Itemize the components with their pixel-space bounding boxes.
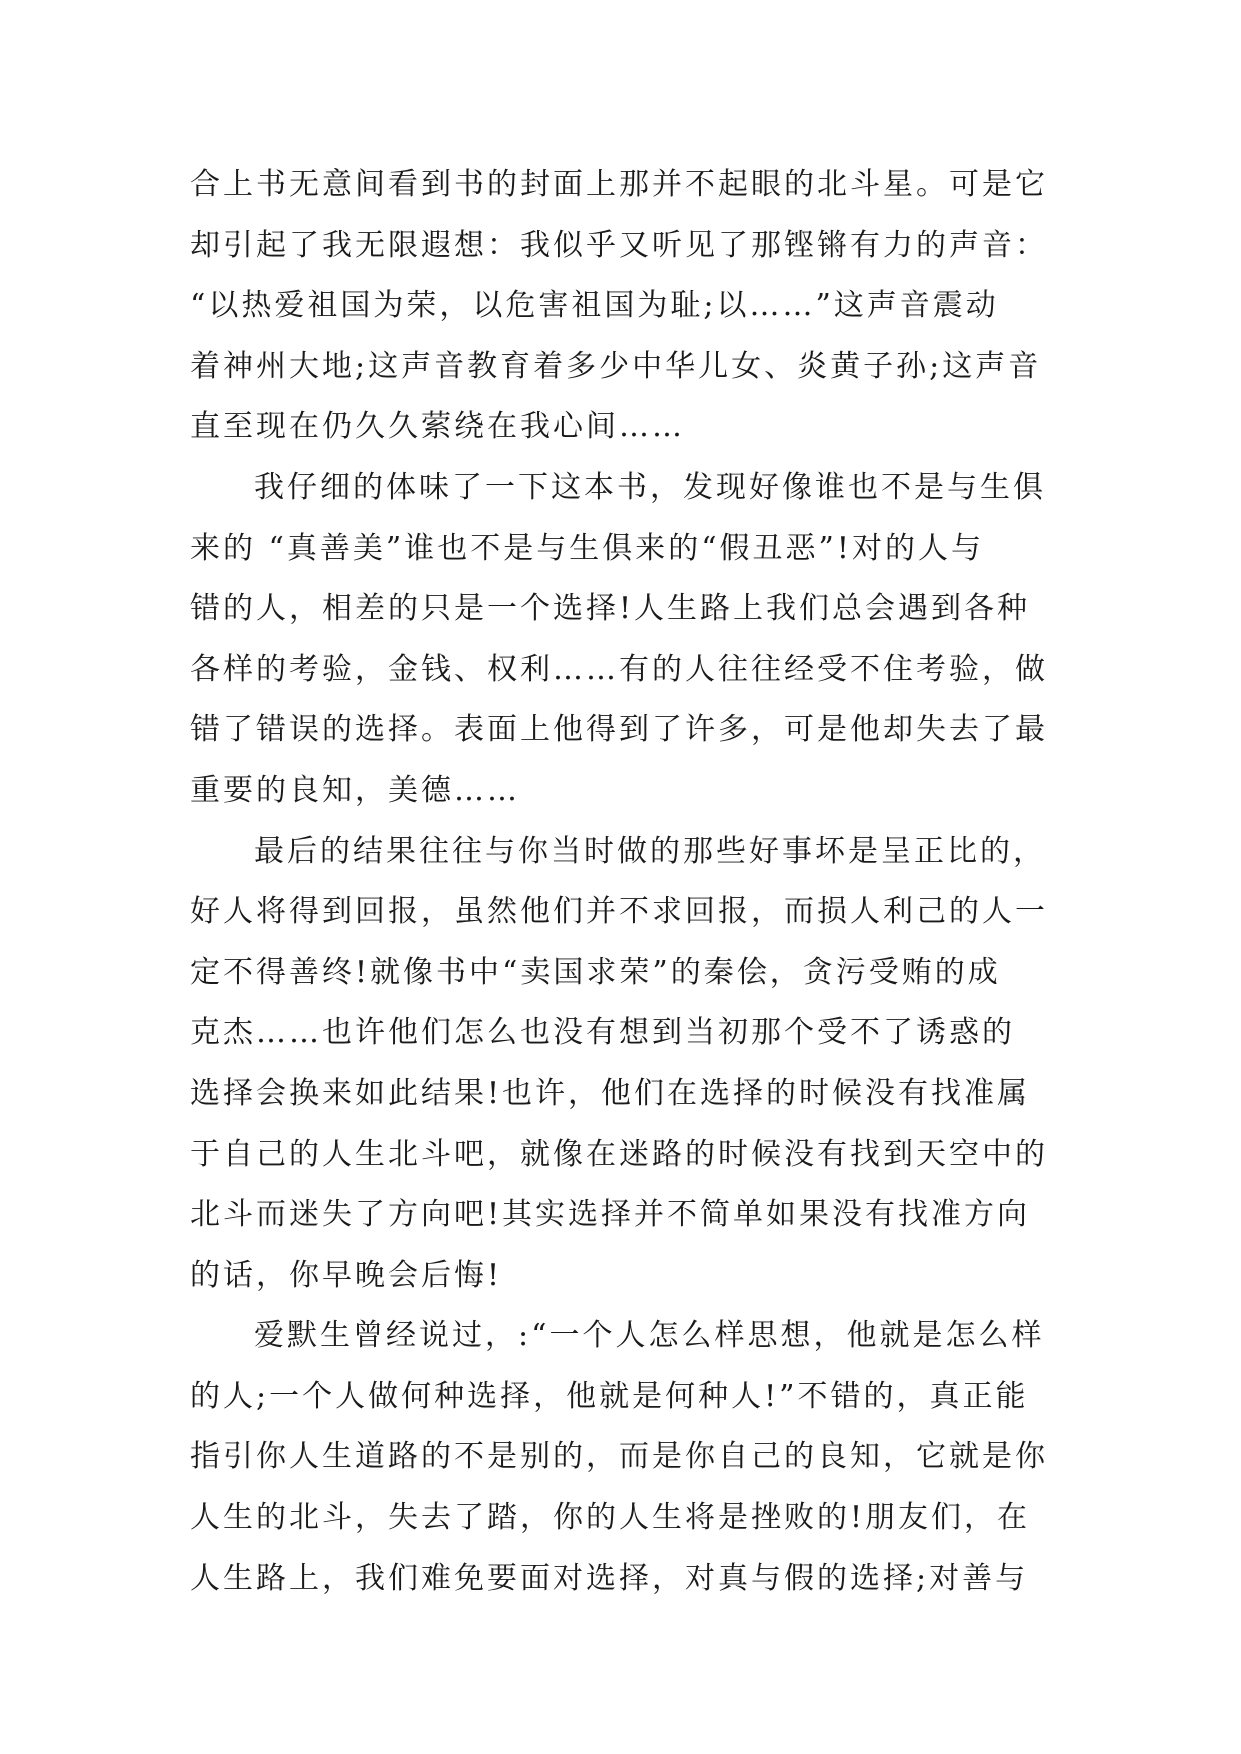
text-line: 于自己的人生北斗吧，就像在迷路的时候没有找到天空中的 — [190, 1136, 1048, 1172]
paragraph-first-line: 爱默生曾经说过，:“一个人怎么样思想，他就是怎么样 — [254, 1318, 1045, 1354]
text-line: “以热爱祖国为荣，以危害祖国为耻;以……”这声音震动 — [190, 288, 999, 324]
text-line: 错的人，相差的只是一个选择!人生路上我们总会遇到各种 — [190, 591, 1031, 627]
text-line: 着神州大地;这声音教育着多少中华儿女、炎黄子孙;这声音 — [190, 348, 1042, 384]
essay-body — [190, 155, 1060, 1609]
text-line: 直至现在仍久久萦绕在我心间…… — [190, 409, 685, 445]
text-line: 北斗而迷失了方向吧!其实选择并不简单如果没有找准方向 — [190, 1197, 1031, 1233]
text-line: 的人;一个人做何种选择，他就是何种人!”不错的，真正能 — [190, 1378, 1029, 1414]
text-line: 人生路上，我们难免要面对选择，对真与假的选择;对善与 — [190, 1560, 1029, 1596]
text-line: 来的 “真善美”谁也不是与生俱来的“假丑恶”!对的人与 — [190, 530, 984, 566]
text-line: 指引你人生道路的不是别的，而是你自己的良知，它就是你 — [190, 1439, 1048, 1475]
text-line: 选择会换来如此结果!也许，他们在选择的时候没有找准属 — [190, 1075, 1031, 1111]
paragraph-first-line: 最后的结果往往与你当时做的那些好事坏是呈正比的， — [254, 833, 1046, 869]
text-line: 错了错误的选择。表面上他得到了许多，可是他却失去了最 — [190, 712, 1048, 748]
text-line: 好人将得到回报，虽然他们并不求回报，而损人利己的人一 — [190, 894, 1048, 930]
text-line: 合上书无意间看到书的封面上那并不起眼的北斗星。可是它 — [190, 167, 1048, 202]
text-line: 定不得善终!就像书中“卖国求荣”的秦侩，贪污受贿的成 — [190, 954, 1001, 990]
paragraph-first-line: 我仔细的体味了一下这本书，发现好像谁也不是与生俱 — [254, 469, 1046, 505]
text-line: 各样的考验，金钱、权利……有的人往往经受不住考验，做 — [190, 651, 1048, 687]
text-line: 重要的良知，美德…… — [190, 772, 520, 808]
text-line: 却引起了我无限遐想：我似乎又听见了那铿锵有力的声音： — [190, 227, 1048, 263]
text-line: 的话，你早晚会后悔! — [190, 1257, 503, 1293]
text-line: 克杰……也许他们怎么也没有想到当初那个受不了诱惑的 — [190, 1015, 1015, 1051]
text-line: 人生的北斗，失去了踏，你的人生将是挫败的!朋友们，在 — [190, 1500, 1031, 1536]
